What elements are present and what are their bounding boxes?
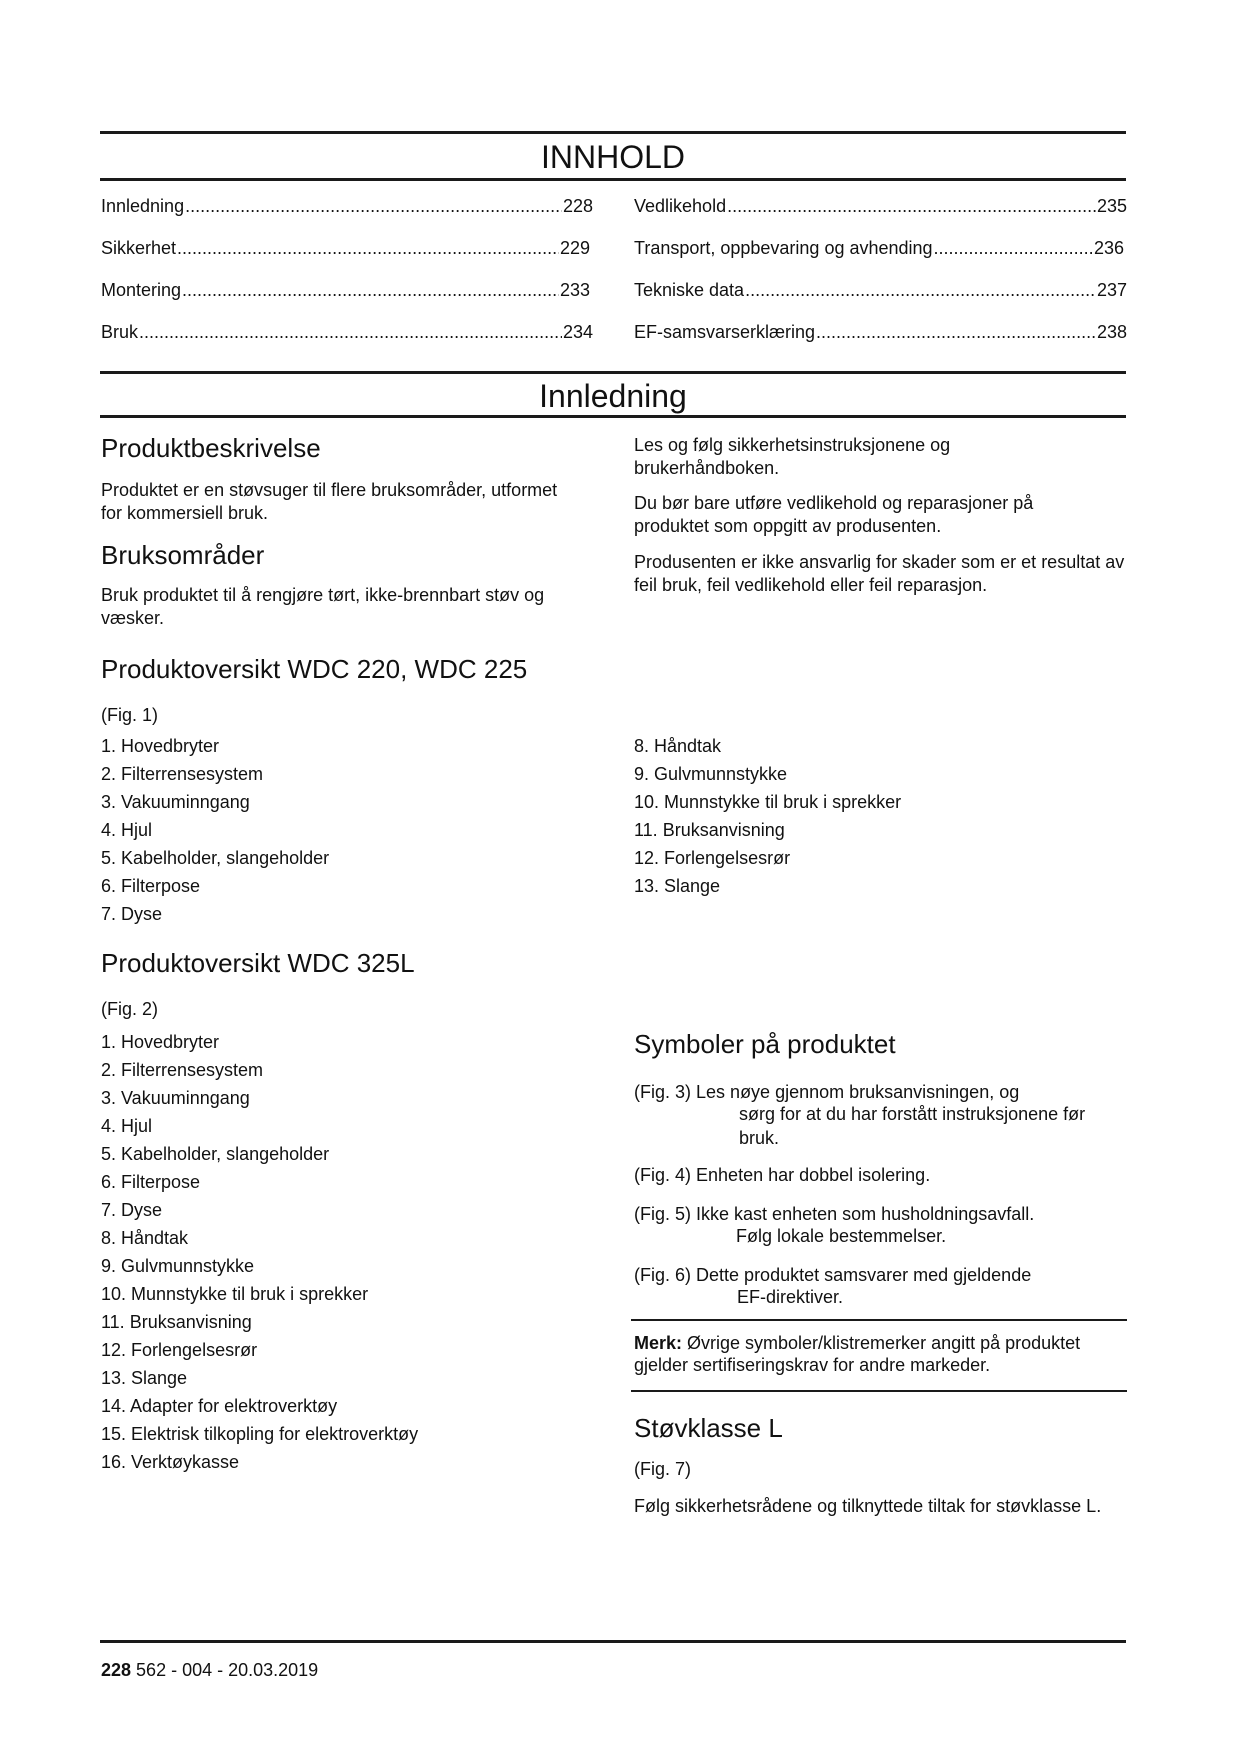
symbol-fig: (Fig. 5) [634, 1204, 692, 1224]
list-item: 2. Filterrensesystem [101, 764, 264, 784]
note-body: Øvrige symboler/klistremerker angitt på produktet gjelder sertifiseringskrav for andre markeder. [634, 1333, 1081, 1375]
symbol-text: sørg for at du har forstått instruksjonene før [739, 1104, 1086, 1124]
toc-item-page: 229 [559, 238, 590, 258]
produktbeskrivelse-heading: Produktbeskrivelse [101, 433, 321, 463]
oversikt1-list-left [101, 734, 581, 930]
footer-rule [100, 1640, 1126, 1643]
symbol-entry [634, 1081, 1134, 1149]
toc-item[interactable] [634, 236, 1124, 260]
toc-item-page: 235 [1096, 196, 1127, 216]
toc-leader [182, 278, 559, 302]
list-item: 13. Slange [101, 1368, 188, 1388]
toc-item-label: EF-samsvarserklæring [634, 322, 816, 342]
list-item: 3. Vakuuminngang [101, 792, 250, 812]
list-item: 2. Filterrensesystem [101, 1060, 264, 1080]
innhold-rule [100, 178, 1126, 181]
list-item: 15. Elektrisk tilkopling for elektroverktøy [101, 1424, 419, 1444]
top-rule [100, 131, 1126, 134]
note-text [634, 1332, 1124, 1376]
list-item: 9. Gulvmunnstykke [634, 764, 788, 784]
toc-leader [816, 320, 1096, 344]
list-item: 3. Vakuuminngang [101, 1088, 250, 1108]
toc-leader [745, 278, 1096, 302]
list-item: 1. Hovedbryter [101, 1032, 220, 1052]
symbol-text: Dette produktet samsvarer med gjeldende [696, 1265, 1032, 1285]
toc-leader [727, 194, 1096, 218]
symbol-fig: (Fig. 3) [634, 1082, 692, 1102]
symbol-text: Enheten har dobbel isolering. [696, 1165, 931, 1185]
list-item: 5. Kabelholder, slangeholder [101, 1144, 330, 1164]
list-item: 7. Dyse [101, 1200, 163, 1220]
toc-item-page: 238 [1096, 322, 1127, 342]
list-item: 12. Forlengelsesrør [634, 848, 791, 868]
list-item: 7. Dyse [101, 904, 163, 924]
list-item: 6. Filterpose [101, 876, 201, 896]
symbol-entry [634, 1203, 1134, 1247]
list-item: 11. Bruksanvisning [634, 820, 785, 840]
bruksomrader-text: Bruk produktet til å rengjøre tørt, ikke-brennbart støv og væsker. [101, 585, 545, 628]
list-item: 14. Adapter for elektroverktøy [101, 1396, 338, 1416]
toc-item-page: 236 [1093, 238, 1124, 258]
oversikt1-heading: Produktoversikt WDC 220, WDC 225 [101, 654, 528, 684]
toc-item-label: Tekniske data [634, 280, 745, 300]
toc-item-page: 228 [562, 196, 593, 216]
list-item: 8. Håndtak [101, 1228, 189, 1248]
symbol-entry [634, 1264, 1134, 1308]
oversikt2-list [101, 1030, 581, 1478]
list-item: 6. Filterpose [101, 1172, 201, 1192]
symbol-entry [634, 1164, 1134, 1186]
list-item: 10. Munnstykke til bruk i sprekker [101, 1284, 369, 1304]
innledning-rule [100, 415, 1126, 418]
oversikt1-fig: (Fig. 1) [101, 705, 159, 725]
oversikt2-heading: Produktoversikt WDC 325L [101, 948, 415, 978]
toc-item-label: Vedlikehold [634, 196, 727, 216]
toc-item[interactable] [634, 278, 1127, 302]
bruksomrader-heading: Bruksområder [101, 540, 265, 570]
toc-item-page: 234 [562, 322, 593, 342]
produktbeskrivelse-text: Produktet er en støvsuger til flere bruksområder, utformet for kommersiell bruk. [101, 480, 558, 523]
symbol-fig: (Fig. 6) [634, 1265, 692, 1285]
list-item: 4. Hjul [101, 820, 153, 840]
list-item: 5. Kabelholder, slangeholder [101, 848, 330, 868]
stovklasse-text: Følg sikkerhetsrådene og tilknyttede tiltak for støvklasse L. [634, 1496, 1102, 1516]
list-item: 16. Verktøykasse [101, 1452, 240, 1472]
symboler-heading: Symboler på produktet [634, 1029, 896, 1059]
toc-item[interactable] [101, 320, 593, 344]
stovklasse-heading: Støvklasse L [634, 1413, 783, 1443]
toc-leader [139, 320, 562, 344]
doc-id: 562 - 004 - 20.03.2019 [131, 1660, 319, 1680]
symbol-text: bruk. [739, 1128, 780, 1148]
symbol-text: Følg lokale bestemmelser. [736, 1226, 947, 1246]
intro-paragraph: Produsenten er ikke ansvarlig for skader som er et resultat av feil bruk, feil vedlikehold eller feil reparasjon. [634, 552, 1125, 595]
toc-item-label: Sikkerhet [101, 238, 177, 258]
innledning-top-rule [100, 371, 1126, 374]
toc-leader [185, 194, 562, 218]
intro-paragraph: Du bør bare utføre vedlikehold og reparasjoner på produktet som oppgitt av produsenten. [634, 493, 1034, 536]
toc-item-page: 233 [559, 280, 590, 300]
toc-item-page: 237 [1096, 280, 1127, 300]
note-rule-top [631, 1319, 1127, 1321]
note-label: Merk: [634, 1333, 683, 1353]
symbol-text: Ikke kast enheten som husholdningsavfall. [696, 1204, 1035, 1224]
list-item: 13. Slange [634, 876, 721, 896]
toc-item-label: Innledning [101, 196, 185, 216]
list-item: 10. Munnstykke til bruk i sprekker [634, 792, 902, 812]
footer [101, 1658, 318, 1682]
toc-item[interactable] [101, 278, 590, 302]
toc-item-label: Transport, oppbevaring og avhending [634, 238, 933, 258]
page-number: 228 [101, 1660, 132, 1680]
symbol-text: Les nøye gjennom bruksanvisningen, og [696, 1082, 1020, 1102]
list-item: 4. Hjul [101, 1116, 153, 1136]
toc-item[interactable] [101, 194, 593, 218]
list-item: 12. Forlengelsesrør [101, 1340, 258, 1360]
list-item: 9. Gulvmunnstykke [101, 1256, 255, 1276]
list-item: 11. Bruksanvisning [101, 1312, 252, 1332]
stovklasse-fig: (Fig. 7) [634, 1459, 692, 1479]
oversikt1-list-right [634, 734, 1114, 902]
toc-item-label: Bruk [101, 322, 139, 342]
intro-paragraph: Les og følg sikkerhetsinstruksjonene og brukerhåndboken. [634, 435, 951, 478]
oversikt2-fig: (Fig. 2) [101, 999, 159, 1019]
symbol-text: EF-direktiver. [737, 1287, 844, 1307]
toc-item[interactable] [634, 320, 1127, 344]
innledning-title: Innledning [539, 378, 687, 414]
toc-item[interactable] [101, 236, 590, 260]
innhold-title: INNHOLD [540, 139, 685, 175]
note-rule-bottom [631, 1390, 1127, 1392]
toc-leader [934, 236, 1093, 260]
toc-item-label: Montering [101, 280, 182, 300]
toc-leader [177, 236, 559, 260]
list-item: 8. Håndtak [634, 736, 722, 756]
list-item: 1. Hovedbryter [101, 736, 220, 756]
symbol-fig: (Fig. 4) [634, 1165, 692, 1185]
toc-item[interactable] [634, 194, 1127, 218]
